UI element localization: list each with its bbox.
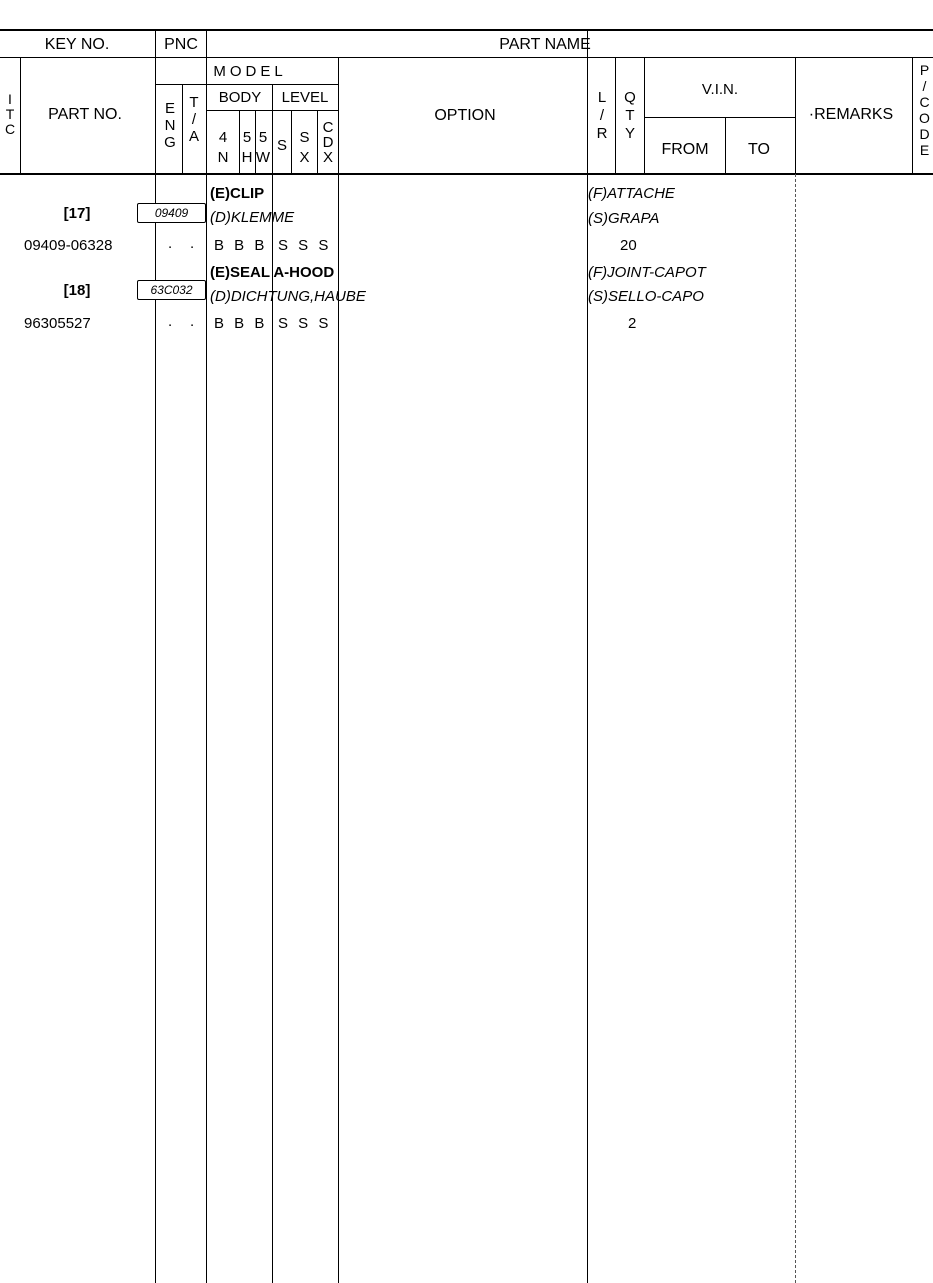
body-level-divider xyxy=(272,85,273,111)
itc-divider xyxy=(20,58,21,173)
name-german: (D)DICHTUNG,HAUBE xyxy=(210,288,366,305)
name-spanish: (S)GRAPA xyxy=(588,210,660,227)
qty-header: Q T Y xyxy=(624,89,636,142)
pnc-box: 09409 xyxy=(137,203,206,223)
pnc-box: 63C032 xyxy=(137,280,206,300)
qty-vin-divider xyxy=(644,58,645,173)
part-no-header: PART NO. xyxy=(48,106,122,123)
level-values: S S S xyxy=(278,315,332,332)
pcode-header: P / C O D E xyxy=(919,62,930,158)
model-header: MODEL xyxy=(213,63,287,80)
eng-ta-divider xyxy=(182,85,183,173)
ta-value: . xyxy=(190,235,195,252)
lr-header: L / R xyxy=(596,89,608,142)
name-english: (E)SEAL A-HOOD xyxy=(210,264,335,281)
quantity: 2 xyxy=(628,315,637,332)
eng-value: . xyxy=(168,313,173,330)
body-values: B B B xyxy=(214,315,268,332)
remarks-left-line xyxy=(795,58,796,173)
eng-value: . xyxy=(168,235,173,252)
part-number: 09409-06328 xyxy=(24,237,113,254)
key-no-header: KEY NO. xyxy=(44,36,110,53)
quantity: 20 xyxy=(620,237,637,254)
name-spanish: (S)SELLO-CAPO xyxy=(588,288,704,305)
option-header: OPTION xyxy=(434,107,496,124)
pnc-name-divider xyxy=(206,31,207,57)
level-col-s: S xyxy=(276,137,287,154)
pnc-right-line xyxy=(206,58,207,1283)
header-bottom-rule xyxy=(0,173,933,175)
ta-value: . xyxy=(190,313,195,330)
vin-rule xyxy=(644,117,795,118)
remarks-dashed-line xyxy=(795,174,796,1283)
body-level-line xyxy=(272,111,273,1283)
body-col-4n: 4 N xyxy=(217,129,229,166)
name-french: (F)ATTACHE xyxy=(588,185,675,202)
body-header: BODY xyxy=(218,89,262,106)
itc-header: I T C xyxy=(4,91,16,137)
level-header: LEVEL xyxy=(281,89,329,106)
pnc-header: PNC xyxy=(164,36,198,53)
vin-from-header: FROM xyxy=(661,141,709,158)
vin-to-header: TO xyxy=(748,141,770,158)
header-row-rule xyxy=(0,57,933,58)
key-number: [17] xyxy=(63,205,91,222)
name-german: (D)KLEMME xyxy=(210,209,295,226)
part-name-header: PART NAME xyxy=(499,36,591,53)
body-values: B B B xyxy=(214,237,268,254)
lr-qty-divider xyxy=(615,58,616,173)
level-col-cdx: C D X xyxy=(322,119,334,166)
name-english: (E)CLIP xyxy=(210,185,265,202)
option-left-line xyxy=(338,58,339,1283)
vin-header: V.I.N. xyxy=(701,81,739,98)
key-pnc-divider xyxy=(155,31,156,57)
remarks-header: ·REMARKS xyxy=(808,106,894,123)
eng-header: E N G xyxy=(164,100,176,151)
level-col-sx: S X xyxy=(299,129,310,166)
body-col-5w: 5 W xyxy=(255,129,271,166)
name-french: (F)JOINT-CAPOT xyxy=(588,264,706,281)
part-number: 96305527 xyxy=(24,315,91,332)
remarks-pcode-divider xyxy=(912,58,913,173)
ta-header: T / A xyxy=(188,94,199,145)
body-col-5h: 5 H xyxy=(241,129,253,166)
header-top-rule xyxy=(0,29,933,31)
level-values: S S S xyxy=(278,237,332,254)
from-to-divider xyxy=(725,118,726,173)
key-number: [18] xyxy=(63,282,91,299)
pnc-left-line xyxy=(155,58,156,1283)
